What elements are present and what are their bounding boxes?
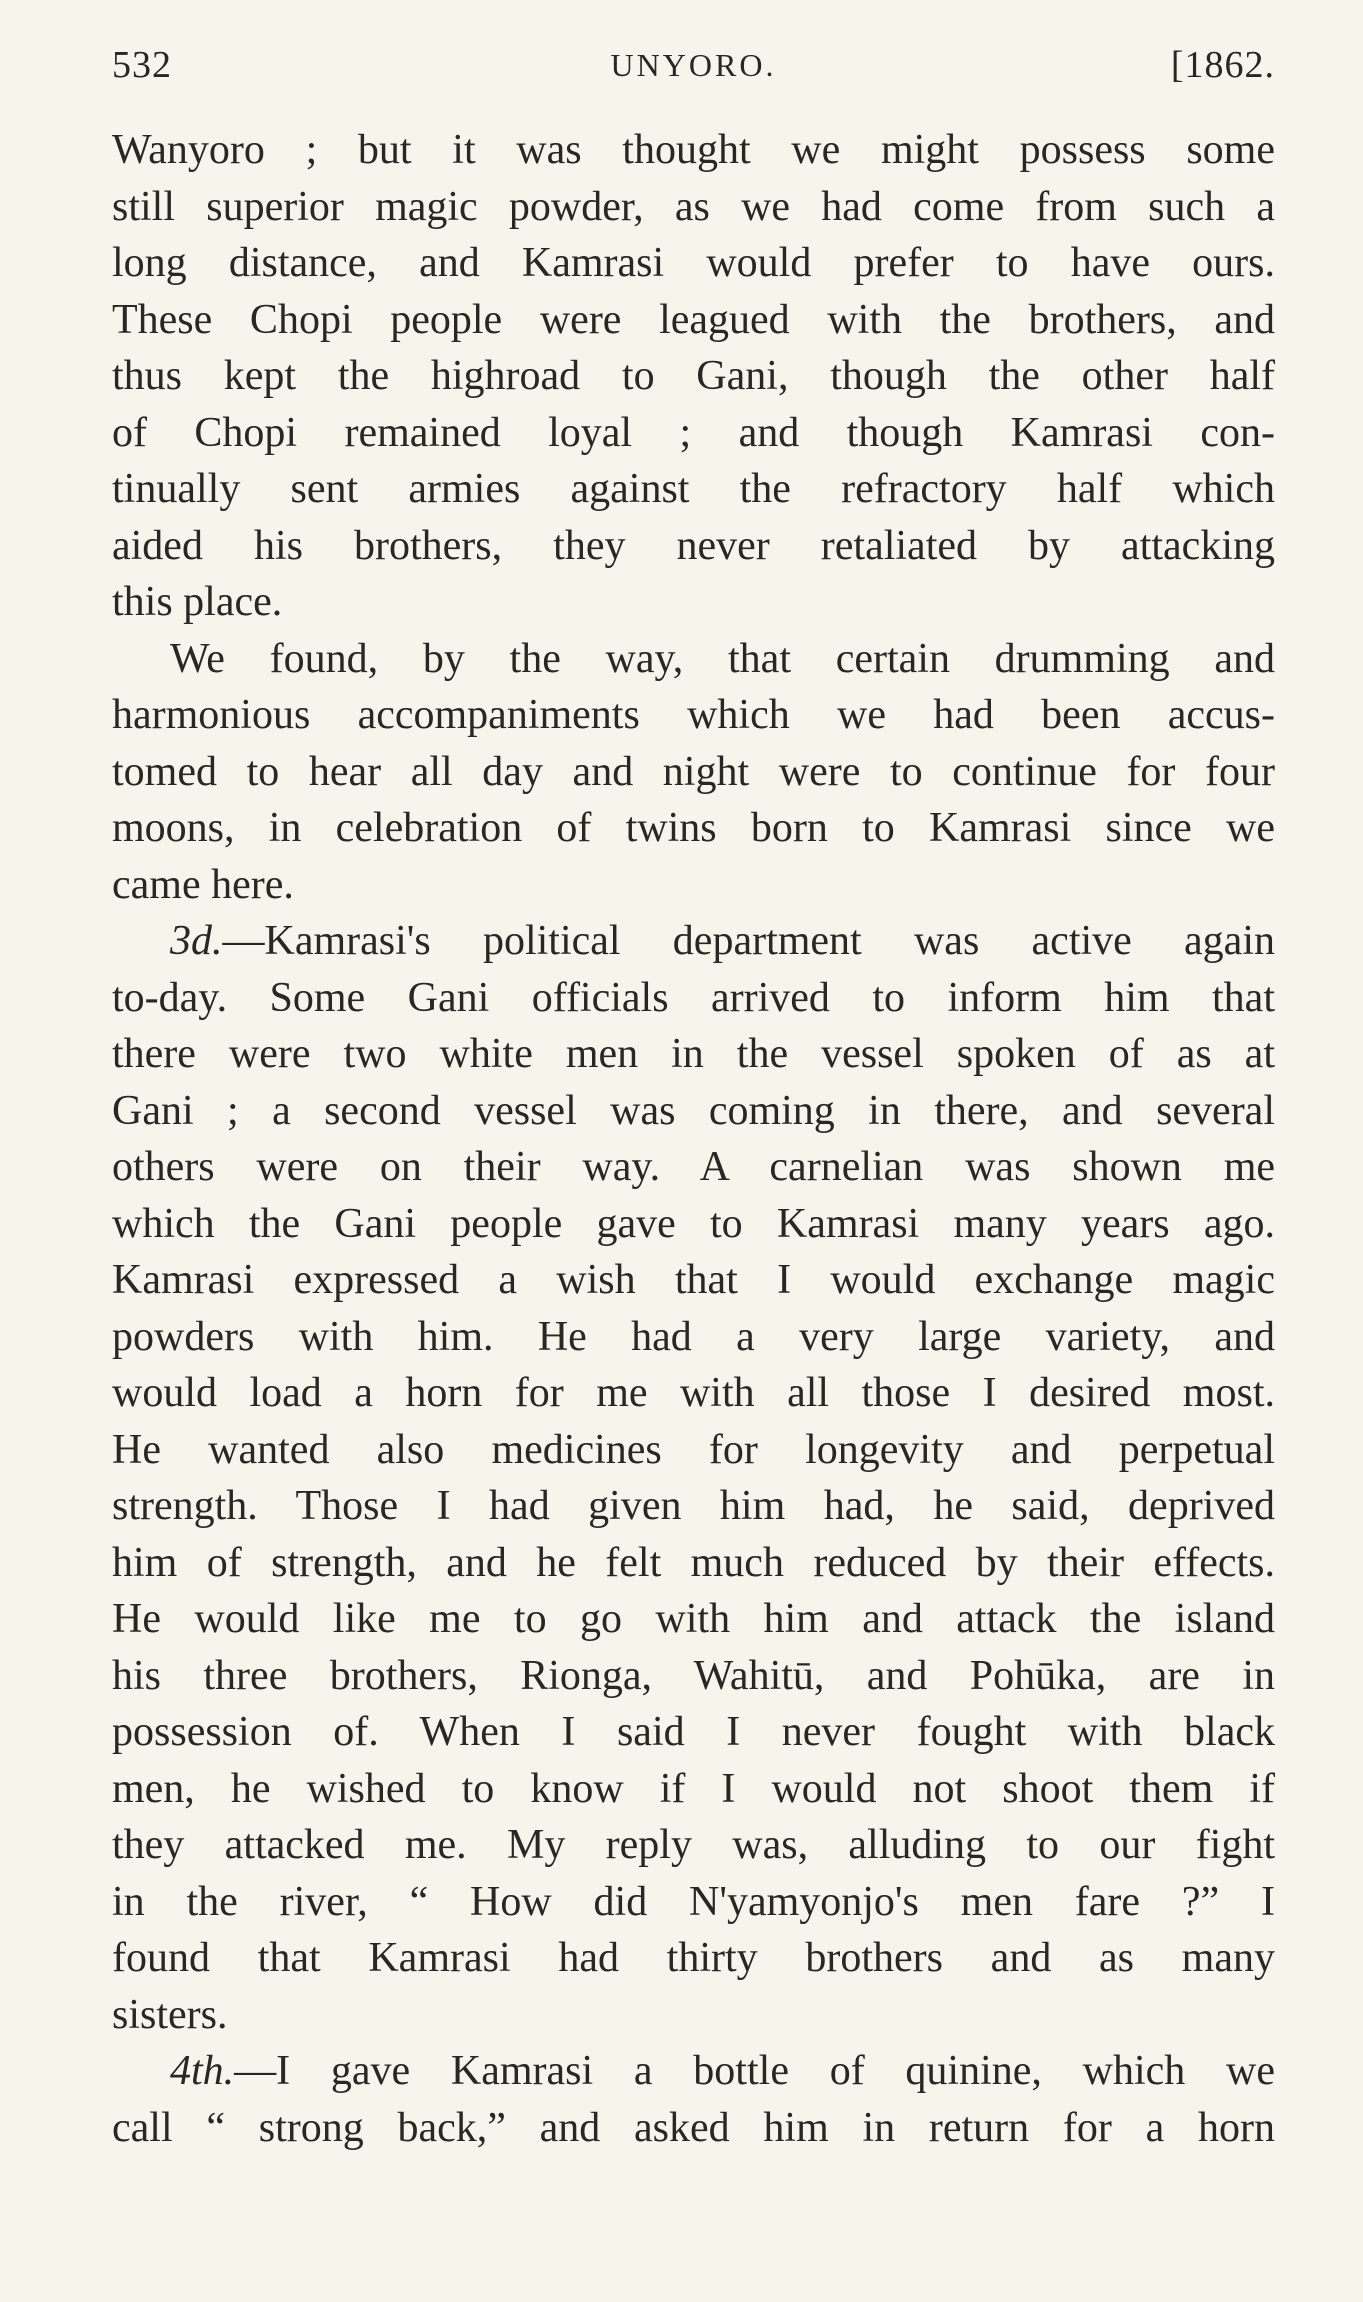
text-line: possession of. When I said I never fought with black <box>112 1709 1275 1755</box>
text-line: in the river, “ How did N'yamyonjo's men fare ?” I <box>112 1878 1275 1925</box>
text-line: Gani ; a second vessel was coming in there, and several <box>112 1087 1275 1134</box>
text-line: moons, in celebration of twins born to Kamrasi since we <box>112 805 1275 851</box>
text-line: found that Kamrasi had thirty brothers and as many <box>112 1935 1275 1981</box>
text-line <box>112 913 1275 970</box>
text-line: would load a horn for me with all those I desired most. <box>112 1370 1275 1416</box>
text-line: We found, by the way, that certain drumming and <box>170 635 1275 682</box>
text-line: this place. <box>112 579 283 625</box>
paragraph-2 <box>112 631 1275 914</box>
running-year: [1862. <box>1170 44 1275 86</box>
text-line: Wanyoro ; but it was thought we might possess some <box>112 127 1275 173</box>
text-line: they attacked me. My reply was, alluding to our fight <box>112 1822 1275 1868</box>
running-head <box>112 40 1275 90</box>
text-line: of Chopi remained loyal ; and though Kamrasi con- <box>112 409 1275 456</box>
text-line: powders with him. He had a very large variety, and <box>112 1313 1275 1360</box>
date-label: 3d. <box>170 918 223 964</box>
paragraph-3 <box>112 913 1275 2043</box>
text-line: sisters. <box>112 1991 228 2038</box>
text-line-content: —I gave Kamrasi a bottle of quinine, which we <box>234 2048 1275 2094</box>
text-line: others were on their way. A carnelian was shown me <box>112 1144 1275 1190</box>
text-line: tinually sent armies against the refractory half which <box>112 466 1275 512</box>
text-line: long distance, and Kamrasi would prefer to have ours. <box>112 240 1275 286</box>
paragraph-4 <box>112 2043 1275 2156</box>
paragraph-1 <box>112 122 1275 631</box>
text-line: came here. <box>112 861 294 908</box>
text-line: still superior magic powder, as we had come from such a <box>112 183 1275 230</box>
text-line: These Chopi people were leagued with the brothers, and <box>112 296 1275 343</box>
text-line: strength. Those I had given him had, he said, deprived <box>112 1483 1275 1529</box>
text-line: tomed to hear all day and night were to continue for four <box>112 748 1275 795</box>
text-line: his three brothers, Rionga, Wahitū, and Pohūka, are in <box>112 1652 1275 1699</box>
body-text <box>112 122 1275 2156</box>
text-line: Kamrasi expressed a wish that I would exchange magic <box>112 1257 1275 1303</box>
text-line: which the Gani people gave to Kamrasi many years ago. <box>112 1200 1275 1247</box>
text-line: He would like me to go with him and attack the island <box>112 1596 1275 1642</box>
running-title: UNYORO. <box>610 47 777 83</box>
text-line: call “ strong back,” and asked him in return for a horn <box>112 2104 1275 2151</box>
text-line: thus kept the highroad to Gani, though the other half <box>112 353 1275 399</box>
text-line: harmonious accompaniments which we had been accus- <box>112 692 1275 738</box>
text-line: him of strength, and he felt much reduced by their effects. <box>112 1539 1275 1586</box>
date-label: 4th. <box>170 2048 235 2094</box>
text-line-content: —Kamrasi's political department was active again <box>222 918 1275 964</box>
text-line <box>112 2043 1275 2100</box>
text-line: aided his brothers, they never retaliated by attacking <box>112 522 1275 569</box>
page-number: 532 <box>112 44 172 86</box>
text-line: men, he wished to know if I would not shoot them if <box>112 1765 1275 1812</box>
text-line: He wanted also medicines for longevity and perpetual <box>112 1426 1275 1473</box>
text-line: to-day. Some Gani officials arrived to inform him that <box>112 974 1275 1021</box>
text-line: there were two white men in the vessel spoken of as at <box>112 1031 1275 1077</box>
